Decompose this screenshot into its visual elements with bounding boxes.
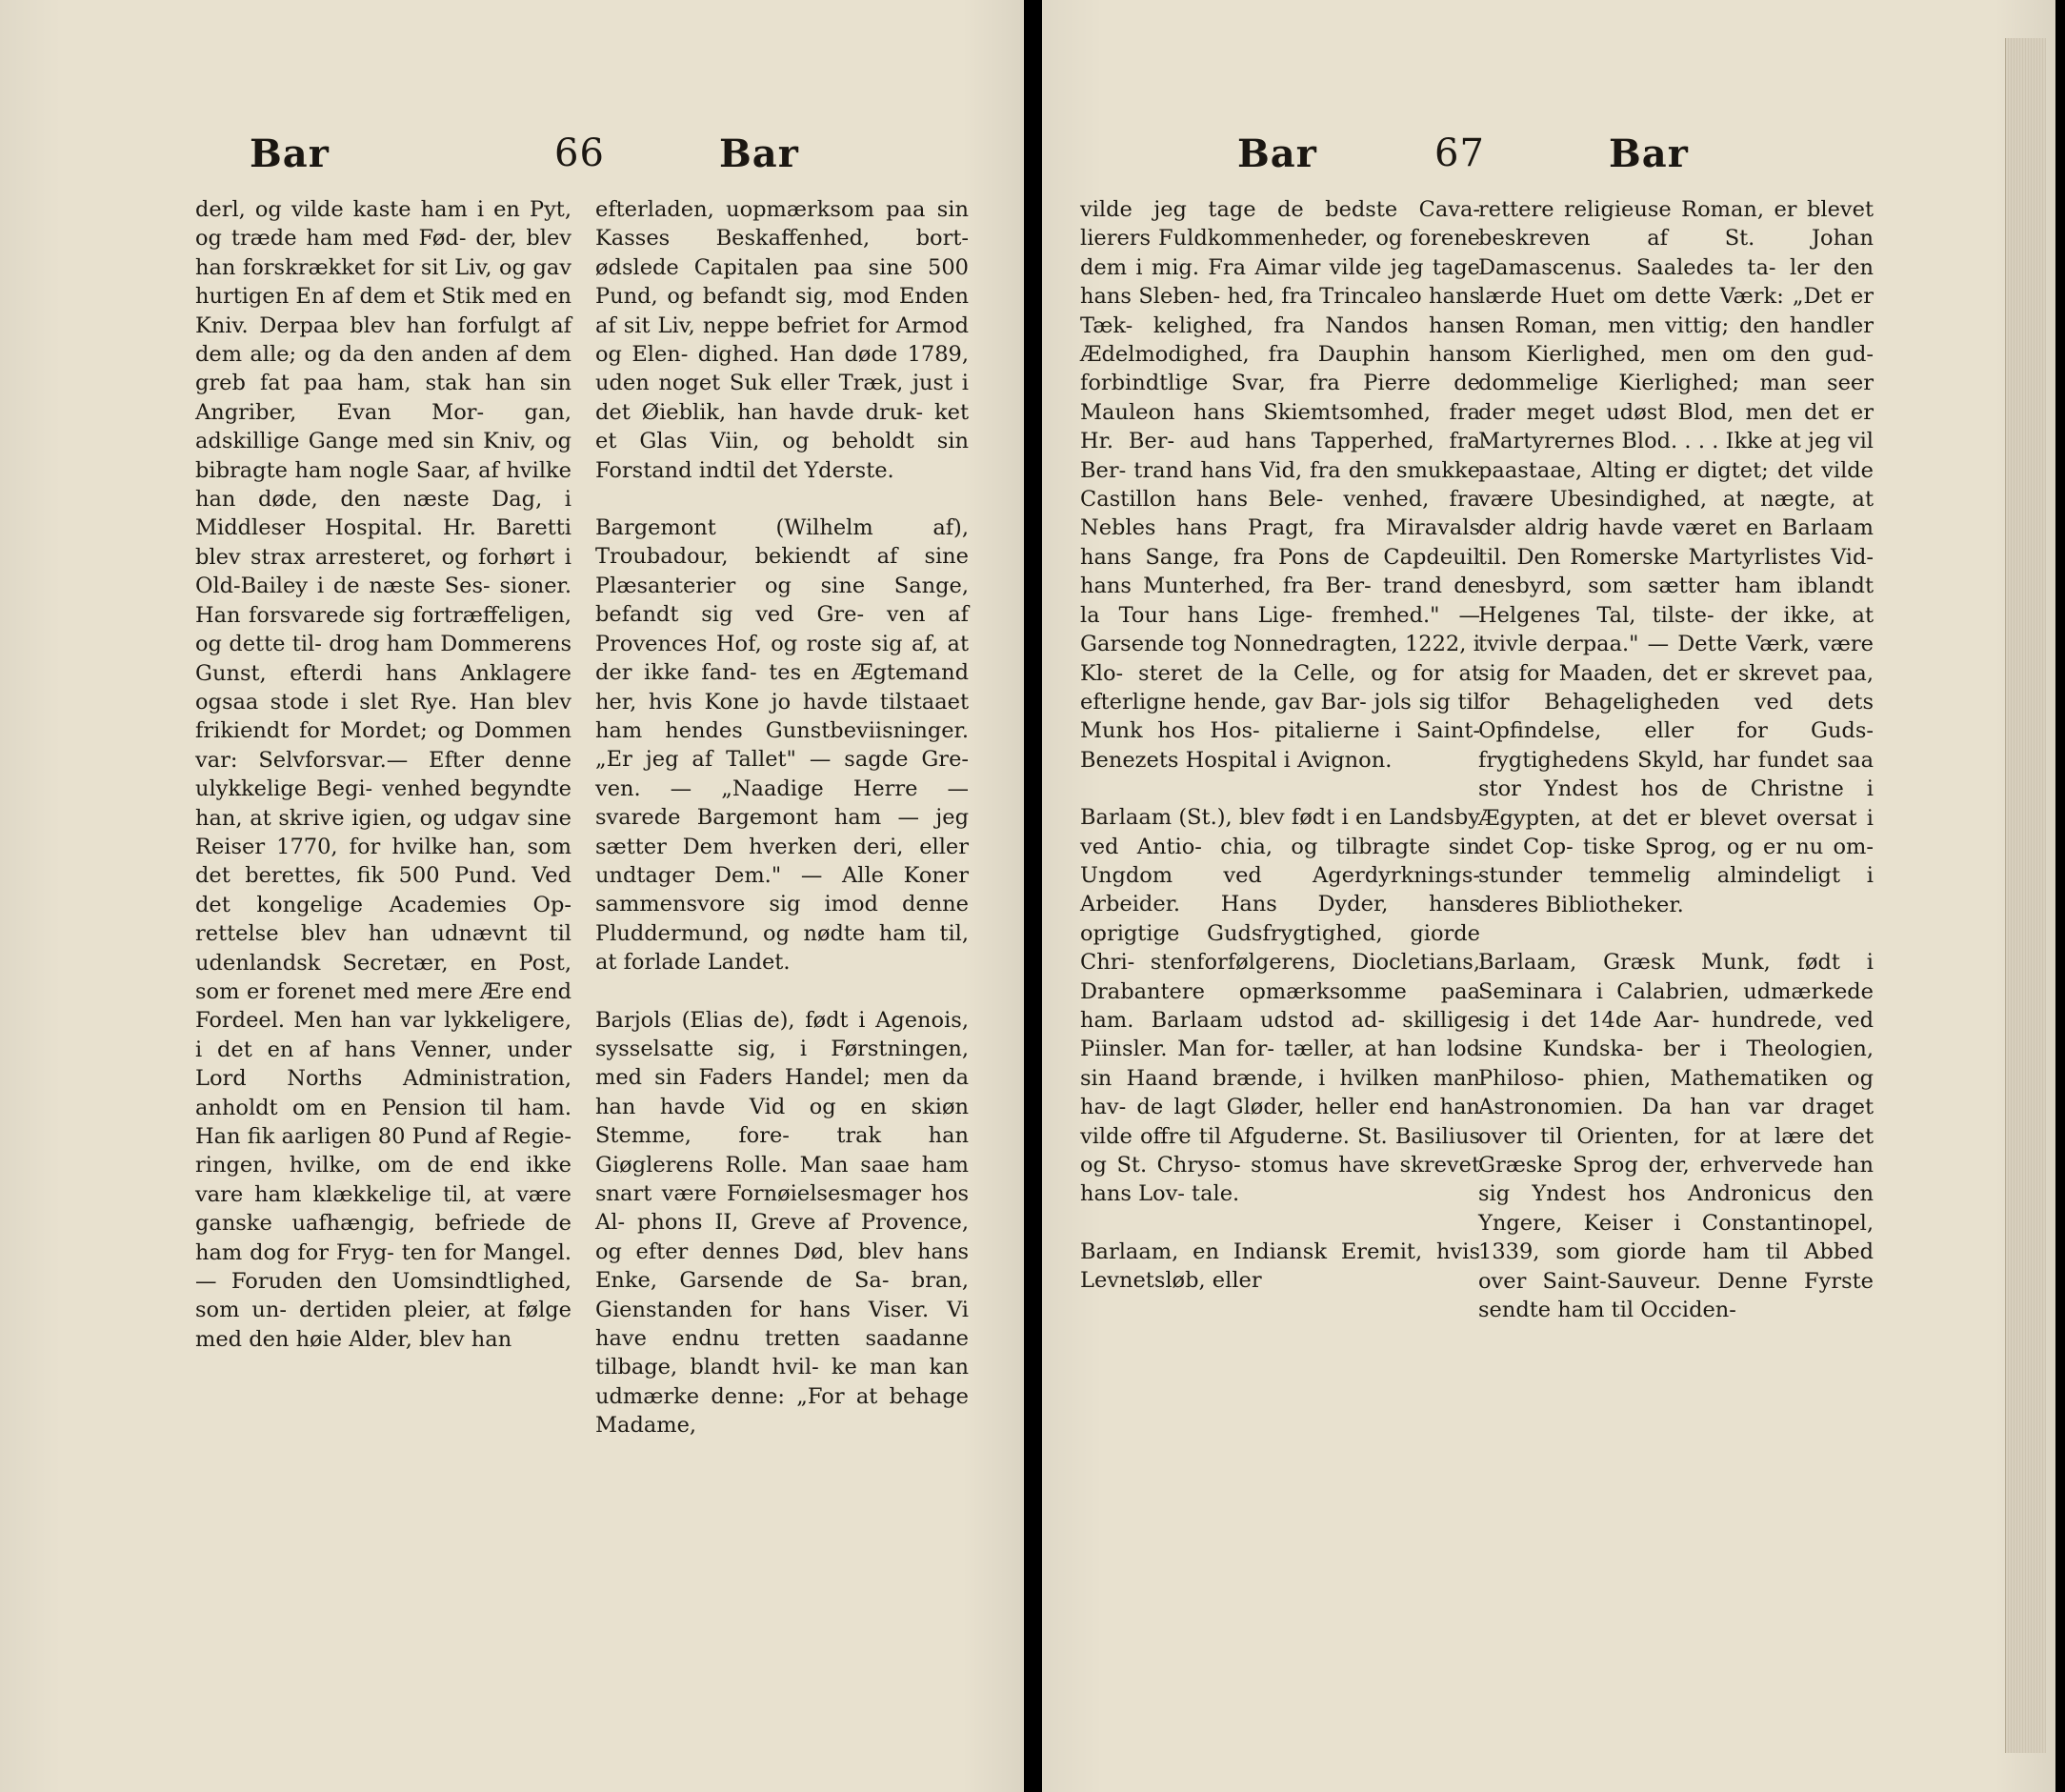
running-head-left: Bar: [1237, 131, 1317, 176]
entry-barjols: Barjols (Elias de), født i Agenois, sysselsatte sig, i Førstningen, med sin Faders Handel; men da han havde Vid og en skiøn Stemme, fore- trak han Giøglerens Rolle. Man saae ham snart være Fornøielsesmager hos Al- phons II, Greve af Provence, og efter dennes Død, blev hans Enke, Garsende de Sa- bran, Gienstanden for hans Viser. Vi have endnu tretten saadanne tilbage, blandt hvil- ke man kan udmærke denne: „For at behage Madame,: [595, 1007, 969, 1439]
left-page: [0, 0, 1024, 1792]
running-head-right: Bar: [1609, 131, 1689, 176]
entry-barlaam-indiansk: Barlaam, en Indiansk Eremit, hvis Levnetsløb, eller: [1080, 1238, 1480, 1294]
text-column-1: [1080, 195, 1480, 1296]
entry-bargemont: Bargemont (Wilhelm af), Troubadour, bekiendt af sine Plæsanterier og sine Sange, befandt sig ved Gre- ven af Provences Hof, og roste sig af, at der ikke fand- tes en Ægtemand her, hvis Kone jo havde tilstaaet ham hendes Gunstbeviisninger. „Er jeg af Tallet" — sagde Gre- ven. — „Naadige Herre — svarede Bargemont ham — jeg sætter Dem hverken deri, eller undtager Dem." — Alle Koner sammensvore sig imod denne Pluddermund, og nødte ham til, at forlade Landet.: [595, 515, 969, 976]
book-gutter: [1024, 0, 1042, 1792]
page-number: 66: [554, 131, 605, 175]
paragraph: vilde jeg tage de bedste Cava- lierers Fuldkommenheder, og forene dem i mig. Fra Aimar vilde jeg tage hans Sleben- hed, fra Trincaleo hans Tæk- kelighed, fra Nandos hans Ædelmodighed, fra Dauphin hans forbindtlige Svar, fra Pierre de Mauleon hans Skiemtsomhed, fra Hr. Ber- aud hans Tapperhed, fra Ber- trand hans Vid, fra den smukke Castillon hans Bele- venhed, fra Nebles hans Pragt, fra Miravals hans Sange, fra Pons de Capdeuil hans Munterhed, fra Ber- trand de la Tour hans Lige- fremhed." — Garsende tog Nonnedragten, 1222, i Klo- steret de la Celle, og for at efterligne hende, gav Bar- jols sig til Munk hos Hos- pitalierne i Saint-Benezets Hospital i Avignon.: [1080, 197, 1480, 773]
text-column-2: [595, 195, 969, 1440]
paragraph: rettere religieuse Roman, er blevet beskreven af St. Johan Damascenus. Saaledes ta- ler den lærde Huet om dette Værk: „Det er en Roman, men vittig; den handler om Kierlighed, men om den gud- dommelige Kierlighed; man seer der meget udøst Blod, men det er Martyrernes Blod. . . . Ikke at jeg vil paastaae, Alting er digtet; det vilde være Ubesindighed, at nægte, at der aldrig havde været en Barlaam til. Den Romerske Martyrlistes Vid- nesbyrd, som sætter ham iblandt Helgenes Tal, tilste- der ikke, at tvivle derpaa." — Dette Værk, være sig for Maaden, det er skrevet paa, for Behageligheden ved dets Opfindelse, eller for Guds- frygtighedens Skyld, har fundet saa stor Yndest hos de Christne i Ægypten, at det er blevet oversat i det Cop- tiske Sprog, og er nu om- stunder temmelig almindeligt i deres Bibliotheker.: [1478, 197, 1874, 917]
text-column-2: [1478, 195, 1874, 1324]
text-column-1: [195, 195, 571, 1354]
entry-barlaam-st: Barlaam (St.), blev født i en Landsby ved Antio- chia, og tilbragte sin Ungdom ved Agerdyrknings-Arbeider. Hans Dyder, hans oprigtige Gudsfrygtighed, giorde Chri- stenforfølgerens, Diocletians, Drabantere opmærksomme paa ham. Barlaam udstod ad- skillige Piinsler. Man for- tæller, at han lod sin Haand brænde, i hvilken man hav- de lagt Gløder, heller end han vilde offre til Afguderne. St. Basilius og St. Chryso- stomus have skrevet hans Lov- tale.: [1080, 805, 1480, 1207]
book-page-edges: [2005, 38, 2046, 1753]
running-head-right: Bar: [719, 131, 799, 176]
paragraph: efterladen, uopmærksom paa sin Kasses Beskaffenhed, bort- ødslede Capitalen paa sine 500 Pund, og befandt sig, mod Enden af sit Liv, neppe befriet for Armod og Elen- dighed. Han døde 1789, uden noget Suk eller Træk, just i det Øieblik, han havde druk- ket et Glas Viin, og beholdt sin Forstand indtil det Yderste.: [595, 197, 969, 483]
running-head-left: Bar: [250, 131, 330, 176]
page-number: 67: [1434, 131, 1485, 175]
right-page: [1042, 0, 2055, 1792]
paragraph: derl, og vilde kaste ham i en Pyt, og træde ham med Fød- der, blev han forskrækket for sit Liv, og gav hurtigen En af dem et Stik med en Kniv. Derpaa blev han forfulgt af dem alle; og da den anden af dem greb fat paa ham, stak han sin Angriber, Evan Mor- gan, adskillige Gange med sin Kniv, og bibragte ham nogle Saar, af hvilke han døde, den næste Dag, i Middleser Hospital. Hr. Baretti blev strax arresteret, og forhørt i Old-Bailey i de næste Ses- sioner. Han forsvarede sig fortræffeligen, og dette til- drog ham Dommerens Gunst, efterdi hans Anklagere ogsaa stode i slet Rye. Han blev frikiendt for Mordet; og Dommen var: Selvforsvar.— Efter denne ulykkelige Begi- venhed begyndte han, at skrive igien, og udgav sine Reiser 1770, for hvilke han, som det berettes, fik 500 Pund. Ved det kongelige Academies Op- rettelse blev han udnævnt til udenlandsk Secretær, en Post, som er forenet med mere Ære end Fordeel. Men han var lykkeligere, i det en af hans Venner, under Lord Norths Administration, anholdt om en Pension til ham. Han fik aarligen 80 Pund af Regie- ringen, hvilke, om de end ikke vare ham klækkelige til, at være ganske uafhængig, befriede de ham dog for Fryg- ten for Mangel. — Foruden den Uomsindtlighed, som un- dertiden pleier, at følge med den høie Alder, blev han: [195, 197, 571, 1352]
entry-barlaam-graesk: Barlaam, Græsk Munk, født i Seminara i Calabrien, udmærkede sig i det 14de Aar- hundrede, ved sine Kundska- ber i Theologien, Philoso- phien, Mathematiken og Astronomien. Da han var draget over til Orienten, for at lære det Græske Sprog der, erhvervede han sig Yndest hos Andronicus den Yngere, Keiser i Constantinopel, 1339, som giorde ham til Abbed over Saint-Sauveur. Denne Fyrste sendte ham til Occiden-: [1478, 950, 1874, 1323]
